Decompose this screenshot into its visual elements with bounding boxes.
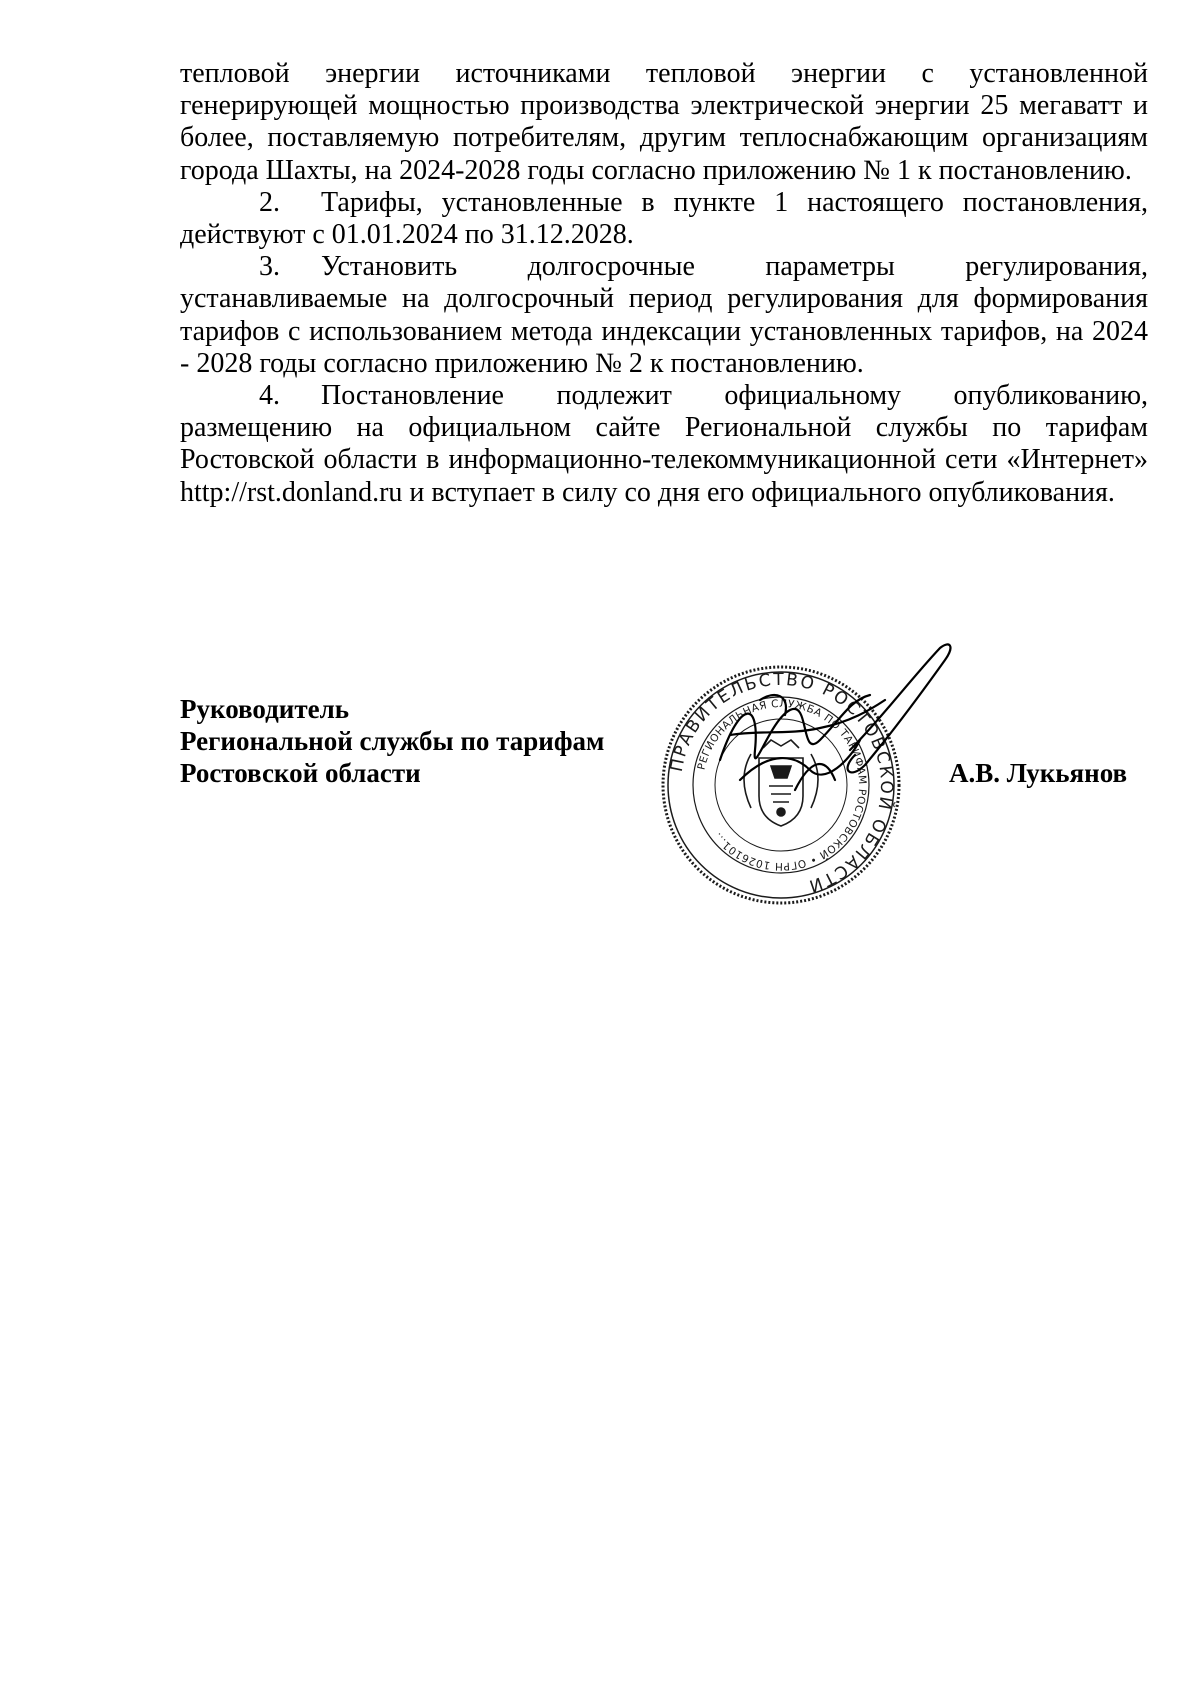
- paragraph-3: [180, 251, 1148, 380]
- paragraph-3-number: 3.: [259, 251, 280, 283]
- handwritten-signature: [700, 640, 960, 830]
- paragraph-4: [180, 380, 1148, 509]
- signatory-position-line-2: Региональной службы по тарифам: [180, 726, 605, 756]
- signatory-position-line-3: Ростовской области: [180, 758, 421, 788]
- svg-text:РЕГИОНАЛЬНАЯ СЛУЖБА ПО ТАРИФАМ: РЕГИОНАЛЬНАЯ СЛУЖБА ПО ТАРИФАМ РОСТОВСКОЙ • ОГРН 1026101...: [695, 697, 869, 873]
- paragraph-2: [180, 187, 1148, 251]
- paragraph-2-number: 2.: [259, 186, 280, 218]
- paragraph-2-text: Тарифы, установленные в пункте 1 настоящего постановления, действуют с 01.01.2024 по 31.12.2028.: [180, 186, 1148, 251]
- paragraph-4-number: 4.: [259, 380, 280, 412]
- svg-text:ПРАВИТЕЛЬСТВО РОСТОВСКОЙ ОБЛАС: ПРАВИТЕЛЬСТВО РОСТОВСКОЙ ОБЛАСТИ: [666, 669, 897, 897]
- paragraph-3-text: Установить долгосрочные параметры регулирования, устанавливаемые на долгосрочный период регулирования для формирования тарифов с использованием метода индексации установленных тарифов, на 2024 - 2028 годы согласно приложению № 2 к постановлению.: [180, 251, 1148, 379]
- paragraph-1-continuation: [180, 58, 1148, 187]
- paragraph-4-text: Постановление подлежит официальному опубликованию, размещению на официальном сайте Региональной службы по тарифам Ростовской области в информационно-телекоммуникационной сети «Интернет» http://rst.donland.ru и вступает в силу со дня его официального опубликования.: [180, 380, 1148, 508]
- signatory-name: А.В. Лукьянов: [949, 758, 1128, 788]
- document-body: [180, 58, 1148, 509]
- signatory-position-line-1: Руководитель: [180, 694, 350, 724]
- paragraph-1-text: тепловой энергии источниками тепловой энергии с установленной генерирующей мощностью производства электрической энергии 25 мегаватт и более, поставляемую потребителям, другим теплоснабжающим организациям города Шахты, на 2024-2028 годы согласно приложению № 1 к постановлению.: [180, 58, 1148, 186]
